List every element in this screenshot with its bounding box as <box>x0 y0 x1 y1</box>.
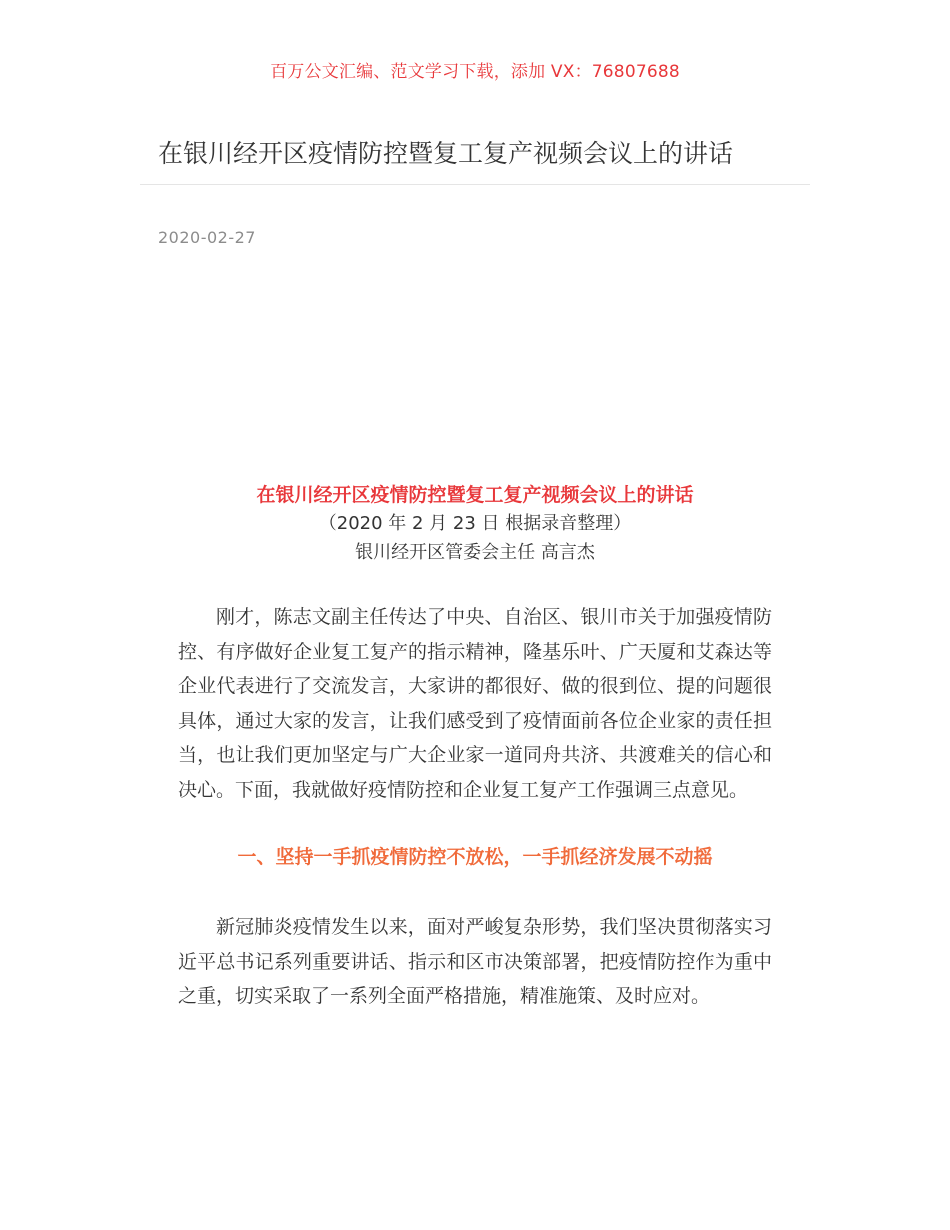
title-divider <box>140 184 810 185</box>
document-subtitle: （2020 年 2 月 23 日 根据录音整理） <box>318 513 632 534</box>
article-body <box>178 481 772 1014</box>
document-speaker: 银川经开区管委会主任 高言杰 <box>355 542 595 563</box>
paragraph-section-1: 新冠肺炎疫情发生以来，面对严峻复杂形势，我们坚决贯彻落实习近平总书记系列重要讲话、指示和区市决策部署，把疫情防控作为重中之重，切实采取了一系列全面严格措施，精准施策、及时应对。 <box>178 916 772 1007</box>
page-title: 在银川经开区疫情防控暨复工复产视频会议上的讲话 <box>158 139 734 168</box>
publish-date: 2020-02-27 <box>158 228 256 247</box>
section-heading-1: 一、坚持一手抓疫情防控不放松，一手抓经济发展不动摇 <box>237 846 713 868</box>
promo-banner: 百万公文汇编、范文学习下载，添加 VX：76807688 <box>270 62 680 82</box>
paragraph-intro: 刚才，陈志文副主任传达了中央、自治区、银川市关于加强疫情防控、有序做好企业复工复产的指示精神，隆基乐叶、广天厦和艾森达等企业代表进行了交流发言，大家讲的都很好、做的很到位、提的问题很具体，通过大家的发言，让我们感受到了疫情面前各位企业家的责任担当，也让我们更加坚定与广大企业家一道同舟共济、共渡难关的信心和决心。下面，我就做好疫情防控和企业复工复产工作强调三点意见。 <box>178 606 772 801</box>
document-title: 在银川经开区疫情防控暨复工复产视频会议上的讲话 <box>256 484 694 506</box>
page-header <box>140 134 810 185</box>
